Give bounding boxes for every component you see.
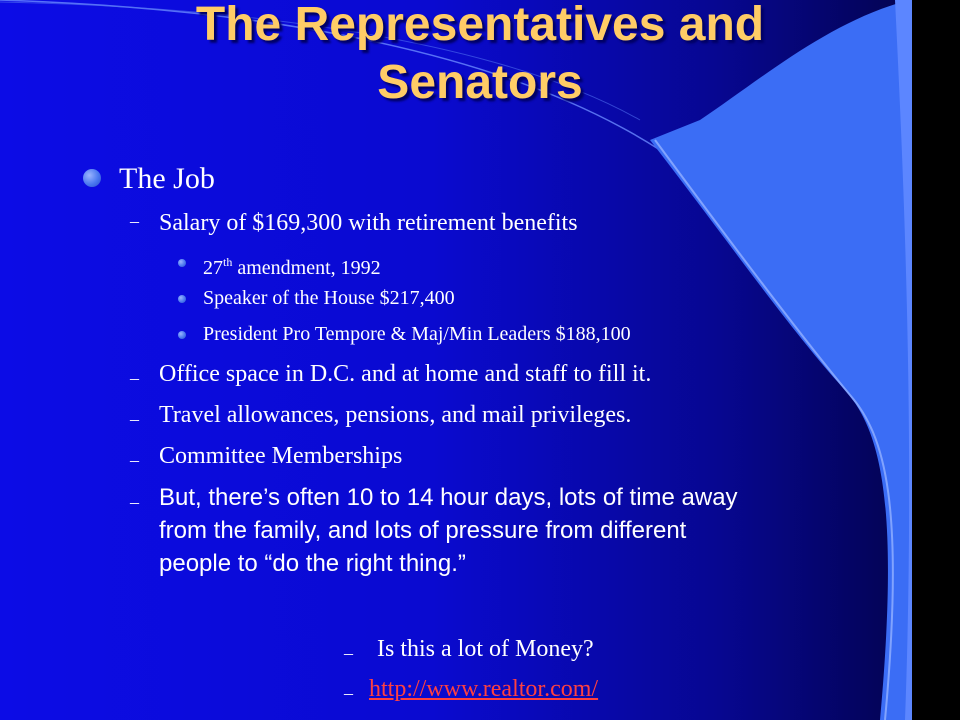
salary-item: Salary of $169,300 with retirement benefits [159, 210, 578, 236]
dash-icon: – [130, 492, 139, 512]
money-question: Is this a lot of Money? [377, 636, 594, 662]
bullet-icon [178, 259, 186, 267]
committee-item: Committee Memberships [159, 443, 403, 469]
president-item: President Pro Tempore & Maj/Min Leaders $188,100 [203, 323, 631, 345]
dash-icon: – [344, 643, 353, 663]
bullet-icon [178, 295, 186, 303]
slide-title [0, 0, 960, 112]
amendment-superscript: th [223, 255, 233, 269]
but-line-1: But, there’s often 10 to 14 hour days, lots of time away [159, 484, 738, 511]
title-line-2: Senators [377, 56, 583, 109]
amendment-item [203, 249, 381, 281]
bullet-icon [83, 169, 101, 187]
office-item: Office space in D.C. and at home and staff to fill it. [159, 361, 652, 387]
dash-icon: – [130, 409, 139, 429]
speaker-item: Speaker of the House $217,400 [203, 287, 455, 309]
bullet-icon [178, 331, 186, 339]
heading-the-job: The Job [119, 162, 215, 195]
realtor-link[interactable]: http://www.realtor.com/ [369, 676, 599, 702]
travel-item: Travel allowances, pensions, and mail privileges. [159, 402, 632, 428]
dash-icon: – [130, 368, 139, 388]
dash-icon: – [130, 450, 139, 470]
amendment-text: amendment, 1992 [232, 257, 381, 279]
dash-icon: – [344, 683, 353, 703]
amendment-number: 27 [203, 257, 223, 279]
title-line-1: The Representatives and [195, 0, 765, 51]
but-line-2: from the family, and lots of pressure from different [159, 517, 687, 544]
dash-icon: – [130, 211, 139, 231]
but-line-3: people to “do the right thing.” [159, 550, 466, 577]
